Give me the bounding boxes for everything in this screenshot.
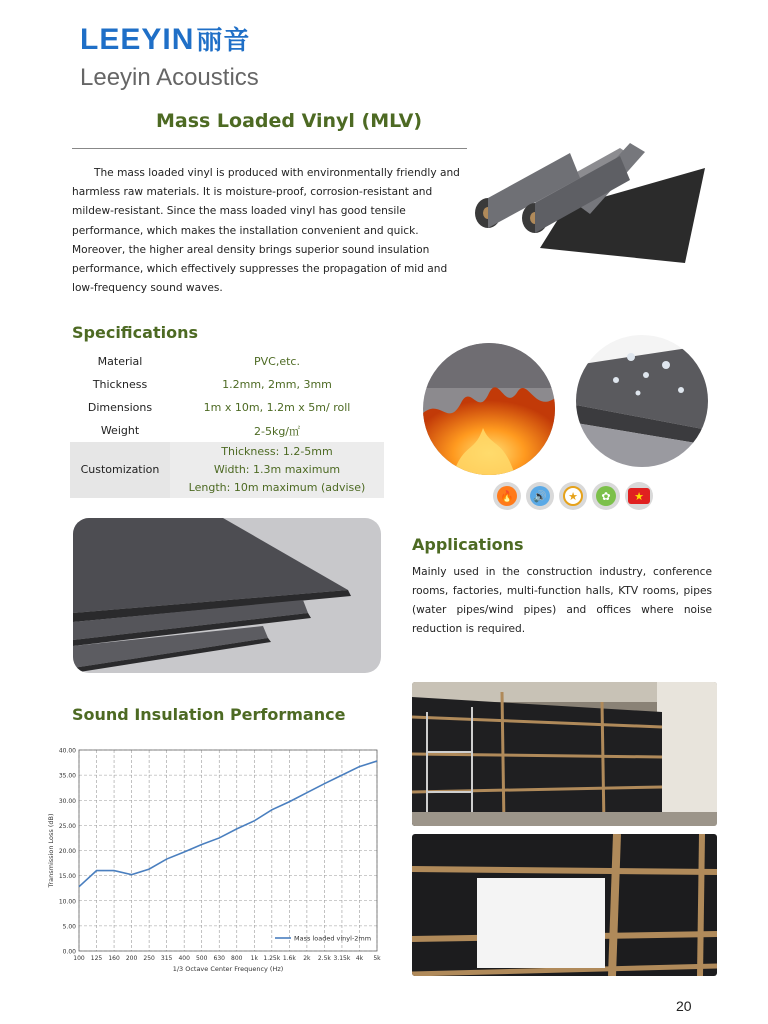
brand-name-cjk: 丽音 bbox=[196, 25, 251, 55]
china-flag-icon: ★ bbox=[625, 482, 653, 510]
transmission-loss-chart bbox=[45, 740, 390, 980]
page-title: Mass Loaded Vinyl (MLV) bbox=[155, 110, 423, 132]
brand-name: LEEYIN bbox=[80, 23, 195, 56]
x-tick-label: 160 bbox=[108, 955, 120, 962]
spec-row-material bbox=[70, 350, 384, 373]
x-tick-label: 400 bbox=[178, 955, 190, 962]
spec-value: 2-5kg/㎡ bbox=[253, 424, 301, 438]
x-tick-label: 125 bbox=[90, 955, 103, 962]
title-divider bbox=[72, 148, 467, 149]
applications-heading: Applications bbox=[412, 535, 524, 554]
y-tick-label: 25.00 bbox=[58, 822, 76, 830]
chart-svg bbox=[45, 740, 390, 980]
performance-heading: Sound Insulation Performance bbox=[72, 705, 346, 724]
spec-key: Material bbox=[97, 355, 143, 368]
spec-key: Weight bbox=[100, 424, 140, 437]
x-tick-label: 500 bbox=[195, 955, 208, 962]
installation-photo-1 bbox=[412, 682, 717, 826]
spec-row-weight bbox=[70, 419, 384, 442]
stacked-sheets-photo bbox=[73, 518, 381, 673]
x-tick-label: 1.25k bbox=[263, 955, 281, 962]
y-tick-label: 20.00 bbox=[58, 848, 76, 855]
x-tick-label: 1.6k bbox=[282, 955, 296, 962]
waterproof-photo bbox=[576, 335, 708, 467]
spec-value: PVC,etc. bbox=[254, 355, 300, 368]
spec-value: 1.2mm, 2mm, 3mm bbox=[222, 378, 332, 391]
installation-photo-2 bbox=[412, 834, 717, 976]
applications-text: Mainly used in the construction industry, conference rooms, factories, multi-function halls, KTV rooms, pipes (water pipes/wind pipes) and offices where noise reduction is required. bbox=[412, 566, 712, 635]
x-tick-label: 2.5k bbox=[317, 955, 331, 962]
page-number: 20 bbox=[676, 998, 692, 1014]
fire-icon: 🔥 bbox=[493, 482, 521, 510]
series-line bbox=[79, 761, 377, 887]
feature-badges bbox=[493, 482, 653, 510]
x-tick-label: 315 bbox=[160, 955, 173, 962]
spec-row-thickness bbox=[70, 373, 384, 396]
x-tick-label: 250 bbox=[143, 955, 155, 962]
x-tick-label: 1k bbox=[250, 955, 258, 962]
y-tick-label: 0.00 bbox=[62, 948, 76, 956]
custom-line: Width: 1.3m maximum bbox=[213, 463, 341, 476]
x-tick-label: 630 bbox=[213, 955, 225, 962]
spec-value bbox=[170, 442, 384, 498]
spec-row-customization bbox=[70, 442, 384, 498]
x-tick-label: 100 bbox=[73, 955, 85, 962]
x-tick-label: 200 bbox=[125, 955, 138, 962]
x-tick-label: 800 bbox=[231, 955, 243, 962]
spec-key: Dimensions bbox=[87, 401, 153, 414]
spec-key: Thickness bbox=[92, 378, 148, 391]
product-roll-photo bbox=[470, 138, 720, 270]
spec-key: Customization bbox=[70, 442, 170, 498]
y-tick-label: 35.00 bbox=[58, 772, 76, 780]
custom-line: Length: 10m maximum (advise) bbox=[188, 481, 366, 494]
y-tick-label: 5.00 bbox=[62, 923, 76, 931]
x-tick-label: 3.15k bbox=[333, 955, 351, 962]
quality-icon: ★ bbox=[559, 482, 587, 510]
spec-row-dimensions bbox=[70, 396, 384, 419]
y-axis-label: Transmission Loss (dB) bbox=[47, 813, 55, 888]
x-tick-label: 4k bbox=[355, 955, 364, 962]
sound-icon: 🔊 bbox=[526, 482, 554, 510]
x-tick-label: 5k bbox=[373, 955, 381, 962]
intro-paragraph: The mass loaded vinyl is produced with environmentally friendly and harmless raw materials. It is moisture-proof, corrosion-resistant and mildew-resistant. Since the mass loaded vinyl has good tensile performance, which makes the installation convenient and quick. Moreover, the higher areal density brings superior sound insulation performance, which effectively suppresses the propagation of mid and low-frequency sound waves. bbox=[72, 167, 460, 295]
y-tick-label: 30.00 bbox=[58, 797, 76, 805]
leaf-icon: ✿ bbox=[592, 482, 620, 510]
brand-logo bbox=[80, 20, 250, 57]
custom-line: Thickness: 1.2-5mm bbox=[221, 445, 333, 458]
y-tick-label: 40.00 bbox=[58, 747, 76, 755]
legend-label: Mass loaded vinyl-2mm bbox=[294, 934, 372, 943]
y-tick-label: 15.00 bbox=[58, 873, 76, 881]
x-tick-label: 2k bbox=[303, 955, 311, 962]
y-tick-label: 10.00 bbox=[58, 898, 76, 906]
spec-value: 1m x 10m, 1.2m x 5m/ roll bbox=[203, 401, 351, 414]
fire-resistance-photo bbox=[423, 343, 555, 475]
brand-subtitle: Leeyin Acoustics bbox=[80, 64, 259, 91]
specifications-heading: Specifications bbox=[72, 323, 198, 342]
specifications-table bbox=[70, 350, 384, 498]
x-axis-label: 1/3 Octave Center Frequency (Hz) bbox=[172, 965, 284, 973]
